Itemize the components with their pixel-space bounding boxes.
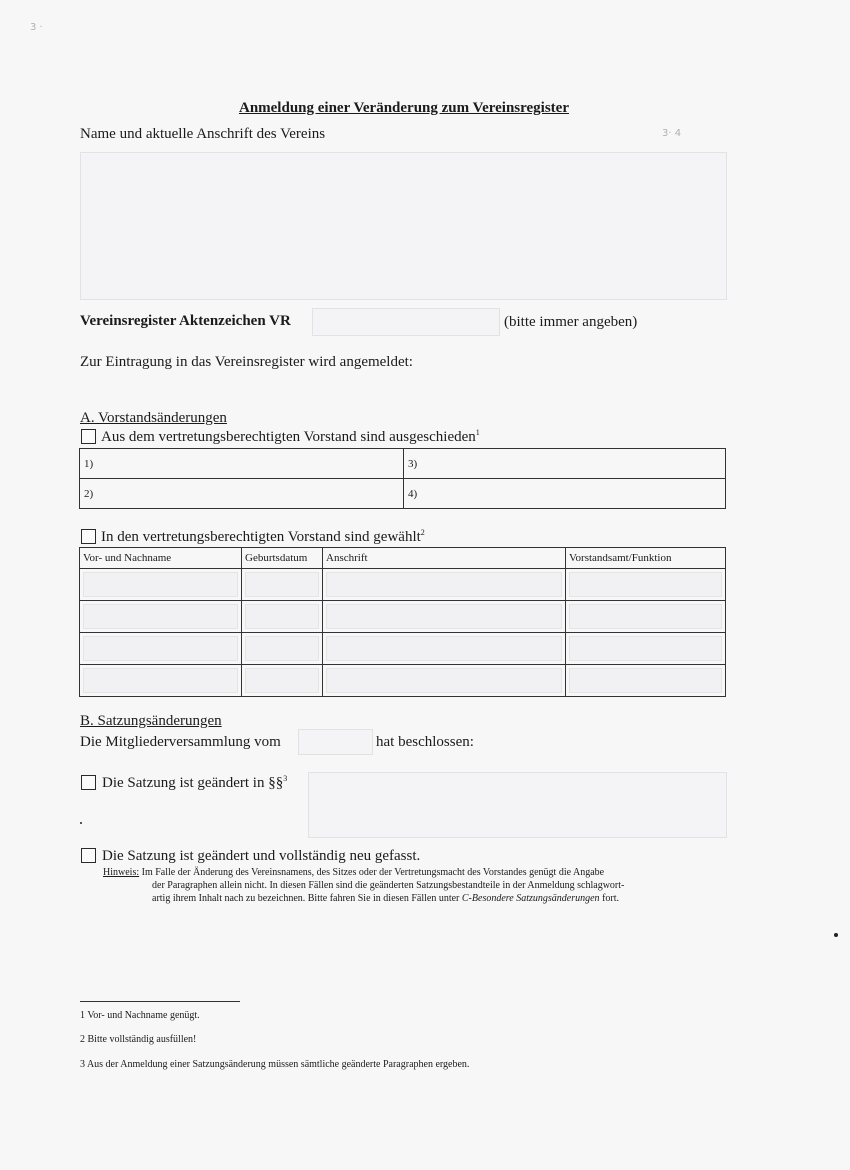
elected-checkbox[interactable] (81, 529, 96, 544)
column-header: Vorstandsamt/Funktion (566, 548, 726, 569)
footnote-divider (80, 1001, 240, 1002)
register-note: (bitte immer angeben) (504, 314, 638, 330)
hint-label: Hinweis: (103, 867, 140, 878)
table-row (80, 601, 726, 633)
removed-slot-3[interactable] (404, 449, 726, 479)
table-header-row (80, 548, 726, 569)
function-cell[interactable] (566, 569, 726, 601)
address-cell[interactable] (323, 633, 566, 665)
column-header: Geburtsdatum (242, 548, 323, 569)
footnote-ref: 1 (475, 428, 480, 437)
assembly-prefix: Die Mitgliederversammlung vom (80, 734, 281, 750)
name-cell[interactable] (80, 665, 242, 697)
removed-slot-4[interactable] (404, 479, 726, 509)
hint-line: der Paragraphen allein nicht. In diesen Fällen sind die geänderten Satzungsbestandteile in der Anmeldung schlagwort- (152, 880, 625, 891)
footnote-1: 1 Vor- und Nachname genügt. (80, 1010, 200, 1021)
changed-label-text: Die Satzung ist geändert in §§ (102, 775, 284, 791)
birthdate-cell[interactable] (242, 601, 323, 633)
removed-members-table (79, 448, 726, 509)
scan-speck (80, 822, 82, 824)
changed-checkbox[interactable] (81, 775, 96, 790)
name-cell[interactable] (80, 633, 242, 665)
elected-label (101, 528, 425, 546)
slot-number: 4) (408, 487, 418, 500)
removed-slot-1[interactable] (80, 449, 404, 479)
address-cell[interactable] (323, 665, 566, 697)
full-revision-checkbox[interactable] (81, 848, 96, 863)
full-revision-label: Die Satzung ist geändert und vollständig neu gefasst. (102, 848, 421, 864)
hint-line-3 (152, 892, 619, 905)
removed-label-text: Aus dem vertretungsberechtigten Vorstand sind ausgeschieden (101, 429, 476, 445)
hint-text: fort. (602, 893, 620, 904)
removed-slot-2[interactable] (80, 479, 404, 509)
address-cell[interactable] (323, 569, 566, 601)
hint-block (103, 866, 604, 879)
name-cell[interactable] (80, 601, 242, 633)
scan-speck (834, 933, 838, 937)
name-address-field[interactable] (80, 152, 727, 300)
margin-mark: 3· 4 (662, 128, 682, 139)
column-header: Anschrift (323, 548, 566, 569)
hint-emphasis: C-Besondere Satzungsänderungen (461, 893, 600, 904)
form-title: Anmeldung einer Veränderung zum Vereinsregister (238, 100, 569, 116)
elected-label-text: In den vertretungsberechtigten Vorstand sind gewählt (101, 529, 421, 545)
elected-members-table (79, 547, 726, 697)
birthdate-cell[interactable] (242, 569, 323, 601)
address-cell[interactable] (323, 601, 566, 633)
table-row (80, 569, 726, 601)
footnote-2: 2 Bitte vollständig ausfüllen! (80, 1034, 197, 1045)
assembly-date-field[interactable] (298, 729, 373, 755)
changed-paragraphs-field[interactable] (308, 772, 727, 838)
slot-number: 1) (84, 457, 94, 470)
hint-line: Im Falle der Änderung des Vereinsnamens, des Sitzes oder der Vertretungsmacht des Vorstandes genügt die Angabe (141, 867, 605, 878)
footnote-ref: 3 (283, 774, 288, 783)
section-a-heading: A. Vorstandsänderungen (80, 410, 227, 426)
function-cell[interactable] (566, 633, 726, 665)
removed-label (101, 428, 480, 446)
table-row (80, 665, 726, 697)
function-cell[interactable] (566, 601, 726, 633)
column-header: Vor- und Nachname (80, 548, 242, 569)
margin-mark: 3 · (30, 22, 43, 33)
function-cell[interactable] (566, 665, 726, 697)
slot-number: 2) (84, 487, 94, 500)
birthdate-cell[interactable] (242, 633, 323, 665)
intro-text: Zur Eintragung in das Vereinsregister wird angemeldet: (80, 354, 413, 370)
register-label: Vereinsregister Aktenzeichen VR (80, 313, 291, 329)
section-b-heading: B. Satzungsänderungen (80, 713, 222, 729)
register-number-field[interactable] (312, 308, 500, 336)
assembly-suffix: hat beschlossen: (376, 734, 474, 750)
removed-checkbox[interactable] (81, 429, 96, 444)
slot-number: 3) (408, 457, 418, 470)
name-cell[interactable] (80, 569, 242, 601)
name-address-label: Name und aktuelle Anschrift des Vereins (80, 126, 326, 142)
changed-label (102, 774, 287, 792)
hint-text: artig ihrem Inhalt nach zu bezeichnen. Bitte fahren Sie in diesen Fällen unter (152, 893, 460, 904)
birthdate-cell[interactable] (242, 665, 323, 697)
footnote-3: 3 Aus der Anmeldung einer Satzungsänderung müssen sämtliche geänderte Paragraphen ergeben. (80, 1059, 470, 1070)
footnote-ref: 2 (420, 528, 425, 537)
table-row (80, 633, 726, 665)
